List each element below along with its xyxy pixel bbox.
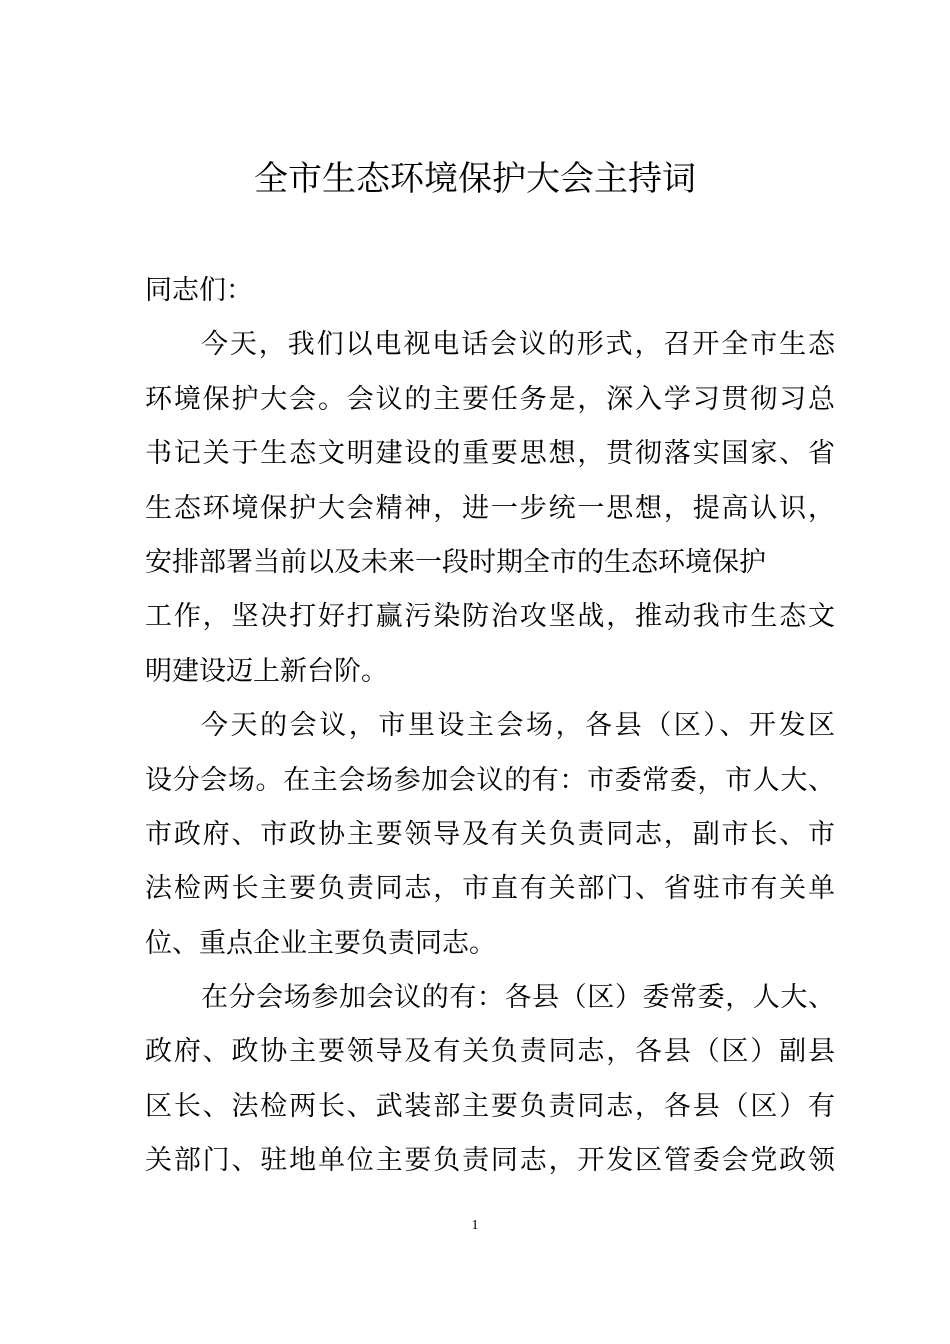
- paragraph-2: [145, 699, 835, 971]
- paragraph-line: 工作，坚决打好打赢污染防治攻坚战，推动我市生态文: [145, 601, 835, 633]
- paragraph-line: 设分会场。在主会场参加会议的有：市委常委，市人大、: [145, 764, 835, 796]
- salutation: 同志们：: [145, 275, 253, 306]
- paragraph-3: [145, 971, 835, 1189]
- page-number: 1: [471, 1218, 479, 1233]
- paragraph-1: [145, 318, 835, 699]
- paragraph-line: 政府、政协主要领导及有关负责同志，各县（区）副县: [145, 1036, 835, 1068]
- paragraph-line: 今天，我们以电视电话会议的形式，召开全市生态: [201, 329, 835, 361]
- paragraph-line: 环境保护大会。会议的主要任务是，深入学习贯彻习总: [145, 383, 835, 415]
- paragraph-line: 法检两长主要负责同志，市直有关部门、省驻市有关单: [145, 873, 835, 905]
- paragraph-line: 在分会场参加会议的有：各县（区）委常委，人大、: [201, 982, 835, 1014]
- paragraph-line: 位、重点企业主要负责同志。: [145, 927, 496, 959]
- paragraph-line: 关部门、驻地单位主要负责同志，开发区管委会党政领: [145, 1145, 835, 1177]
- paragraph-line: 明建设迈上新台阶。: [145, 655, 388, 687]
- document-body: [145, 264, 835, 1189]
- paragraph-line: 市政府、市政协主要领导及有关负责同志，副市长、市: [145, 818, 835, 850]
- document-title: 全市生态环境保护大会主持词: [254, 159, 696, 199]
- paragraph-line: 今天的会议，市里设主会场，各县（区）、开发区: [201, 710, 835, 742]
- paragraph-line: 安排部署当前以及未来一段时期全市的生态环境保护: [145, 546, 766, 578]
- paragraph-line: 书记关于生态文明建设的重要思想，贯彻落实国家、省: [145, 438, 835, 470]
- paragraph-line: 区长、法检两长、武装部主要负责同志，各县（区）有: [145, 1090, 835, 1122]
- paragraph-line: 生态环境保护大会精神，进一步统一思想，提高认识，: [145, 492, 835, 524]
